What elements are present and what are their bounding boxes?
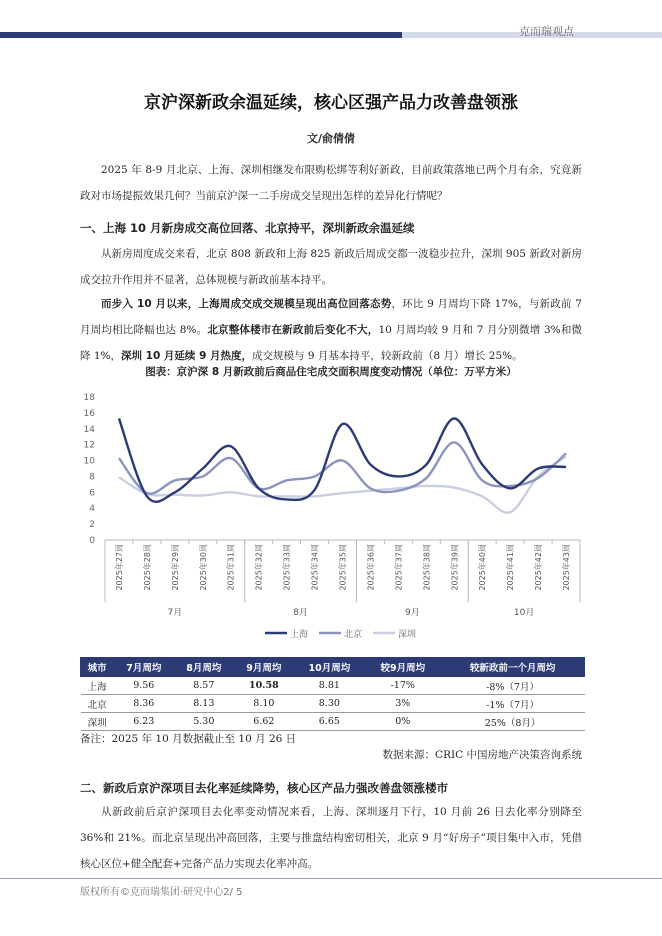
x-tick-label: 2025年39周 (450, 544, 460, 591)
text-segment: 成交规模与 9 月基本持平，较新政前（8 月）增长 25%。 (252, 350, 523, 362)
x-tick-label: 2025年35周 (338, 544, 348, 591)
section1-heading: 一、上海 10 月新房成交高位回落、北京持平，深圳新政余温延续 (80, 221, 415, 235)
table-cell: 8.10 (234, 695, 294, 713)
table-cell: -1%（7月） (441, 695, 585, 713)
table-header-cell: 8月周均 (174, 658, 234, 677)
month-label: 8月 (293, 608, 308, 618)
month-label: 10月 (513, 608, 535, 618)
y-tick-label: 10 (83, 456, 95, 467)
table-header-row (81, 658, 585, 677)
x-tick-label: 2025年34周 (310, 544, 320, 591)
emphasis-beijing: 北京整体楼市在新政前后变化不大， (207, 324, 379, 336)
table-cell: -17% (365, 677, 441, 695)
table-cell: 10.58 (234, 677, 294, 695)
x-tick-label: 2025年29周 (170, 544, 180, 591)
table-header-cell: 10月周均 (294, 658, 365, 677)
x-tick-label: 2025年31周 (226, 544, 236, 591)
table-row (81, 713, 585, 731)
table-header-cell: 较9月周均 (365, 658, 441, 677)
table-cell: 3% (365, 695, 441, 713)
table-cell: 6.65 (294, 713, 365, 731)
section1-paragraph-1: 从新房周度成交来看，北京 808 新政和上海 825 新政后周成交都一波稳步拉升，深圳 905 新政对新房成交拉升作用并不显著，总体规模与新政前基本持平。 (80, 248, 582, 286)
page-title: 京沪深新政余温延续，核心区强产品力改善盘领涨 (144, 93, 518, 113)
section1-paragraph-2 (80, 291, 582, 369)
y-tick-label: 12 (83, 440, 95, 451)
section2-heading: 二、新政后京沪深项目去化率延续降势，核心区产品力强改善盘领涨楼市 (80, 781, 448, 795)
x-tick-label: 2025年33周 (282, 544, 292, 591)
table-body (81, 677, 585, 731)
table-cell: 6.23 (114, 713, 174, 731)
emphasis-shenzhen: 深圳 10 月延续 9 月热度， (121, 350, 253, 362)
intro-paragraph: 2025 年 8-9 月北京、上海、深圳相继发布限购松绑等利好新政，目前政策落地已两个月有余，究竟新政对市场提振效果几何？当前京沪深一二手房成交呈现出怎样的差异化行情呢？ (80, 164, 582, 202)
x-tick-label: 2025年32周 (254, 544, 264, 591)
weekly-transaction-chart (80, 383, 585, 645)
author: 文/俞倩倩 (306, 132, 356, 145)
emphasis-shanghai: 而步入 10 月以来，上海周成交成交规模呈现出高位回落态势 (101, 298, 392, 310)
table-cell: 上海 (81, 677, 114, 695)
y-tick-label: 6 (89, 488, 95, 499)
legend-label: 北京 (344, 630, 363, 640)
x-tick-label: 2025年27周 (114, 544, 124, 591)
y-tick-label: 18 (83, 393, 95, 403)
table-header-cell: 较新政前一个月周均 (441, 658, 585, 677)
y-tick-label: 8 (89, 472, 95, 483)
table-cell: 0% (365, 713, 441, 731)
table-cell: 5.30 (174, 713, 234, 731)
footer-divider (0, 878, 662, 879)
chart-title: 图表：京沪深 8 月新政前后商品住宅成交面积周度变动情况（单位：万平方米） (145, 366, 517, 378)
table-cell: 8.36 (114, 695, 174, 713)
table-cell: 6.62 (234, 713, 294, 731)
table-cell: -8%（7月） (441, 677, 585, 695)
table-header-cell: 7月周均 (114, 658, 174, 677)
table-row (81, 677, 585, 695)
header-brand: 克而瑞观点 (519, 25, 574, 38)
table-row (81, 695, 585, 713)
y-tick-label: 4 (89, 504, 95, 515)
x-tick-label: 2025年37周 (394, 544, 404, 591)
table-cell: 北京 (81, 695, 114, 713)
table-cell: 8.13 (174, 695, 234, 713)
footer-text: 版权所有©克而瑞集团·研究中心2/ 5 (80, 887, 243, 898)
x-tick-label: 2025年41周 (506, 544, 516, 591)
table-header-cell: 城市 (81, 658, 114, 677)
note: 备注：2025 年 10 月数据截止至 10 月 26 日 (80, 733, 297, 745)
x-tick-label: 2025年42周 (534, 544, 544, 591)
legend-label: 上海 (290, 630, 309, 640)
section2-paragraph-1: 从新政前后京沪深项目去化率变动情况来看，上海、深圳逐月下行，10 月前 26 日去化率分别降至 36%和 21%。而北京呈现出冲高回落，主要与推盘结构密切相关，北京 9 月“好房子”项目集中入市，凭借核心区位+健全配套+完备产品力实现去化率冲高。 (80, 806, 582, 870)
legend-label: 深圳 (398, 630, 417, 640)
x-tick-label: 2025年30周 (198, 544, 208, 591)
series-line-1 (119, 442, 566, 493)
x-tick-label: 2025年43周 (562, 544, 572, 591)
y-tick-label: 2 (89, 520, 95, 531)
table-cell: 8.57 (174, 677, 234, 695)
table-cell: 25%（8月） (441, 713, 585, 731)
x-tick-label: 2025年38周 (422, 544, 432, 591)
x-tick-label: 2025年40周 (478, 544, 488, 591)
month-label: 7月 (167, 608, 183, 618)
x-tick-label: 2025年28周 (142, 544, 152, 591)
text-segment: 10 月周均较 9 月和 7 月分别微增 3%和微降 1%， (80, 324, 583, 362)
data-source: 数据来源：CRIC 中国房地产决策咨询系统 (382, 749, 582, 761)
text-segment: ，环比 9 月周均下降 17%，与新政前 7 月周均相比降幅也达 8%。 (80, 298, 582, 336)
table-cell: 8.81 (294, 677, 365, 695)
month-label: 9月 (404, 608, 420, 618)
table-cell: 9.56 (114, 677, 174, 695)
table-header-cell: 9月周均 (234, 658, 294, 677)
data-table (80, 657, 585, 731)
y-tick-label: 14 (83, 424, 95, 435)
y-tick-label: 0 (89, 536, 95, 546)
x-tick-label: 2025年36周 (366, 544, 376, 591)
table-cell: 8.30 (294, 695, 365, 713)
table-cell: 深圳 (81, 713, 114, 731)
y-tick-label: 16 (83, 408, 95, 419)
